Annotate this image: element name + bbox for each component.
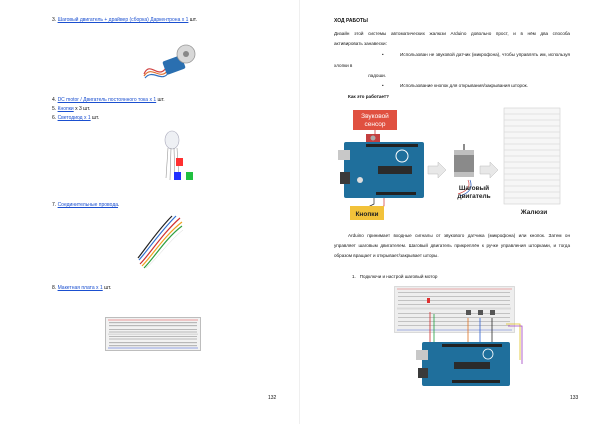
subheading: Как это работает? [348, 94, 389, 99]
list-suffix: шт. [90, 115, 100, 121]
intro-line-1: Дизайн этой системы автоматических жалюзи Arduino довольно прост, и в нём два способа [334, 31, 570, 36]
list-number: 7. [52, 202, 57, 208]
step-number: 1. [352, 274, 356, 279]
step-1 [352, 273, 437, 280]
para-line-1: Arduino принимает входные сигналы от звукового датчика (микрофона) или кнопок. Затем он [348, 233, 570, 238]
stepper-motor [454, 154, 474, 174]
dc-motor-link[interactable]: DC motor / Двигатель постоянного тока x 1 [57, 97, 157, 103]
how-it-works-diagram [336, 104, 580, 224]
page-number: 133 [570, 395, 579, 401]
list-suffix: шт. [188, 17, 197, 23]
sound-sensor-label-line-2: сенсор [364, 121, 386, 128]
stepper-driver-link[interactable]: Шаговый двигатель + драйвер (сборка) Даркентрона x 1 [57, 17, 189, 23]
led-link[interactable]: Светодиод x 1 [57, 115, 91, 121]
bullet-dot: • [382, 83, 384, 88]
buttons-label: Кнопки [355, 211, 379, 218]
para-line-3: образом вращает и открывает/закрывает шторы. [334, 253, 439, 258]
list-item-6 [52, 115, 99, 122]
list-number: 6. [52, 115, 57, 121]
step-text: Подключи и настрой шаговый мотор [359, 274, 438, 279]
list-number: 5. [52, 106, 57, 112]
list-number: 8. [52, 285, 57, 291]
wiring-diagram [394, 284, 524, 388]
list-item-4 [52, 97, 165, 104]
arrow-icon [428, 162, 446, 178]
breadboard-link[interactable]: Макетная плата x 1 [57, 285, 103, 291]
list-suffix: шт. [102, 285, 112, 291]
section-heading: ХОД РАБОТЫ [334, 18, 368, 24]
buttons-link[interactable]: Кнопки [57, 106, 74, 112]
jumper-wires-image [136, 214, 184, 270]
right-page [300, 0, 600, 424]
list-number: 3. [52, 17, 57, 23]
bullet-1-line-2: хлопки в [334, 63, 353, 68]
list-suffix: шт. [156, 97, 165, 103]
stepper-motor-label-line-2: двигатель [457, 193, 491, 200]
list-item-3 [52, 17, 197, 24]
list-item-7 [52, 202, 119, 209]
para-line-2: управляет шаговым двигателем. Шаговый двигатель прикреплён к ручке управления шторками, и тогда [334, 243, 570, 248]
bullet-1-line-3: ладоши. [368, 73, 386, 78]
breadboard-image [105, 317, 201, 351]
wires-link[interactable]: Соединительные провода [57, 202, 119, 208]
blinds-label: Жалюзи [520, 209, 548, 216]
list-item-5 [52, 106, 90, 113]
bullet-2: Использование кнопок для открывания/закрывания шторок. [400, 83, 528, 88]
list-item-8 [52, 285, 111, 292]
sound-sensor-label-line-1: Звуковой [361, 113, 389, 120]
bullet-1-line-1: Использован не звуковой датчик (микрофона), чтобы управлять им, используя [400, 52, 570, 57]
list-number: 4. [52, 97, 57, 103]
arrow-icon [480, 162, 498, 178]
list-suffix: x 3 шт. [73, 106, 91, 112]
bullet-dot: • [382, 52, 384, 57]
list-suffix: . [118, 202, 120, 208]
stepper-driver-image [140, 40, 200, 82]
stepper-motor-label-line-1: Шаговый [458, 185, 490, 192]
page-number: 132 [268, 395, 277, 401]
intro-line-2: активировать занавески: [334, 41, 387, 46]
led-image [160, 128, 200, 186]
